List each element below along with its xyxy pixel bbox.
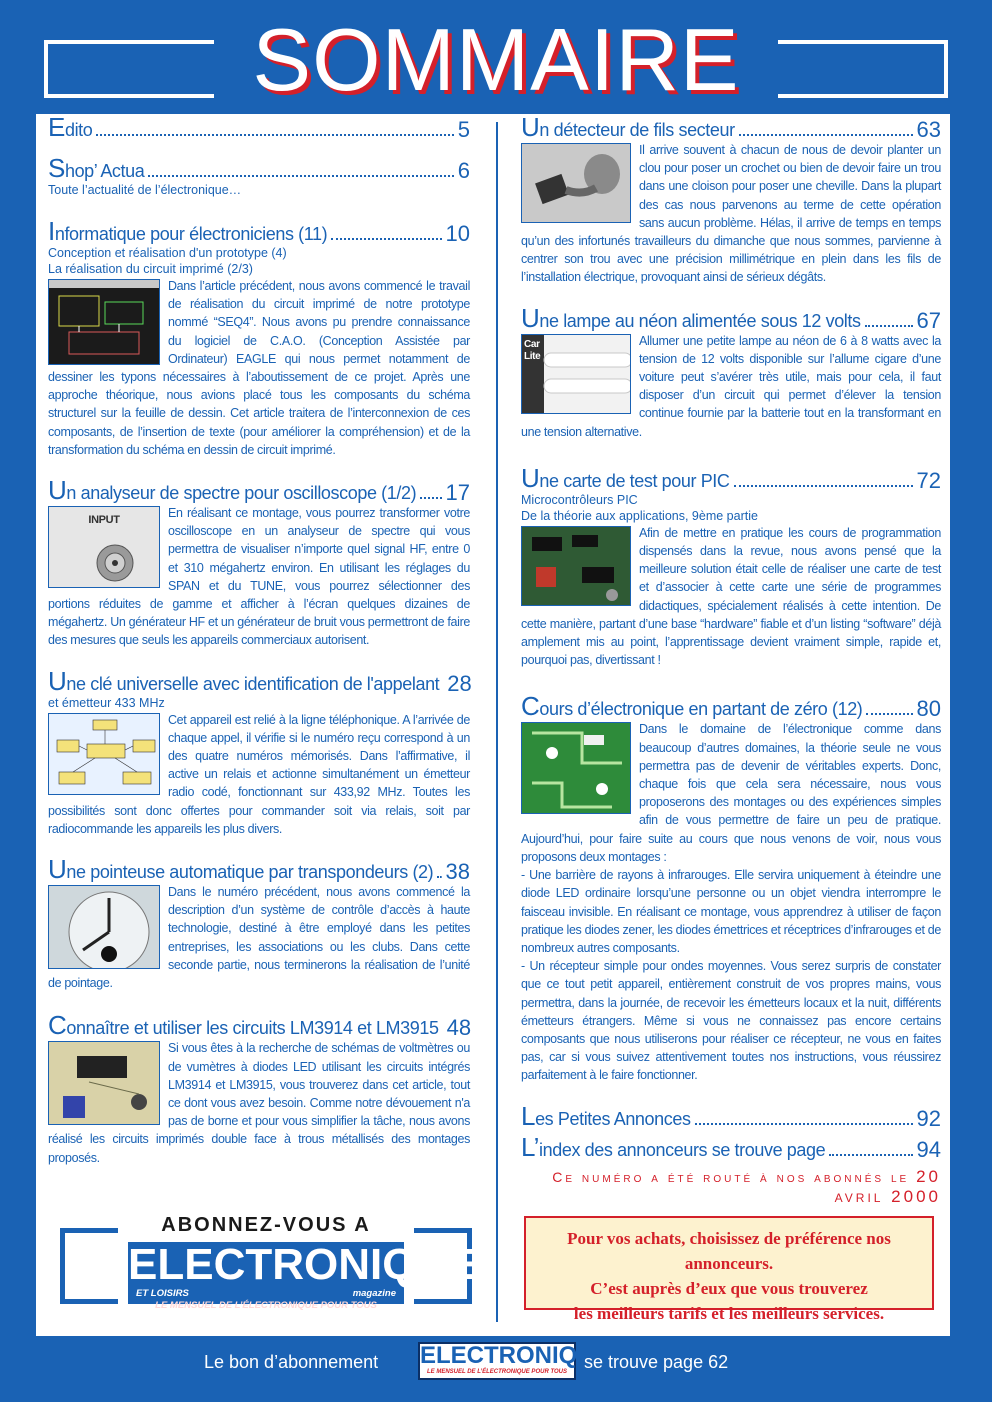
car-lite-thumb [521, 334, 631, 414]
thumb-label: INPUT [88, 514, 120, 527]
entry-title: Une pointeuse automatique par transpondeurs (2) [48, 854, 434, 885]
pcb-traces-icon [522, 723, 631, 814]
entry-body: Dans le numéro précédent, nous avons commencé la description d’un système de contrôle d’accès à haute technologie, destiné à être employé dans les petites entreprises, les associations ou les clubs. Dans cette seconde partie, nous terminerons la réalisation de l’unité de pointage. [48, 885, 470, 991]
entry-page: 63 [916, 117, 941, 142]
header [0, 0, 992, 110]
leader-dots [739, 133, 913, 136]
entry-page: 67 [916, 307, 941, 333]
column-divider [496, 122, 498, 1322]
leader-dots [829, 1153, 912, 1156]
routing-note: Ce numéro a été routé à nos abonnés le 20 avril 2000 [552, 1166, 941, 1206]
entry-page: 48 [446, 1015, 472, 1041]
leader-dots [96, 133, 453, 136]
entry-title: Informatique pour électroniciens (11) [48, 216, 328, 246]
bnc-input-thumb [48, 506, 160, 588]
subscribe-bracket-left [60, 1228, 118, 1304]
bnc-connector-icon [49, 529, 160, 588]
toc-entry-pointeuse[interactable] [48, 854, 470, 992]
toc-entry-cours[interactable] [521, 691, 941, 1084]
entry-body: Si vous êtes à la recherche de schémas de voltmètres ou de vumètres à diodes LED utilisant les circuits intégrés LM3914 et LM3915, vous trouverez dans cet article, tout ce dont vous avez besoin. Comme notre dévouement n'a pas de borne et pour vous simplifier la tâche, nous avons réalisé les circuits imprimés double face à trous métallisés des montages proposés. [48, 1041, 470, 1165]
pic-board-thumb [521, 526, 631, 606]
entry-title: Une clé universelle avec identification de l'appelant [48, 665, 440, 696]
entry-body: Dans l’article précédent, nous avons commencé le travail de réalisation du circuit imprimé de notre prototype nommé “SEQ4”. Nous avons pu prendre connaissance du logiciel de C.A.O. (Conception Assistée par Ordinateur) EAGLE qui nous permet notamment de dessiner les typons nécessaires à l’aboutissement de ce projet. Après une approche théorique, nous avions placé tous les composants du schéma structurel sur la feuille de dessin. Cet article traitera de l’interconnexion de ces composants, de l’insertion de texte (pour améliorer la compréhension) et de la transformation du schéma en dessin de circuit imprimé. [48, 279, 470, 457]
leader-dots [734, 484, 913, 487]
entry-subtitle: et émetteur 433 MHz [48, 695, 165, 710]
thumb-label: Car Lite [524, 338, 541, 362]
entry-page: 10 [445, 221, 470, 246]
entry-page: 38 [445, 859, 470, 885]
toc-entry-index-annonceurs[interactable] [521, 1131, 941, 1162]
clock-thumb [48, 885, 160, 969]
page-title: SOMMAIRE [252, 10, 740, 109]
pcb-layout-icon [49, 280, 160, 365]
leader-dots [331, 237, 441, 240]
entry-subtitle: La réalisation du circuit imprimé (2/3) [48, 262, 253, 276]
toc-entry-analyseur[interactable] [48, 475, 470, 650]
entry-body: Afin de mettre en pratique les cours de programmation dispensés dans la revue, nous avons pensé que la meilleure solution était celle de réaliser une carte de test et d’associer à cette carte une série de programmes didactiques, spécialement réalisés à cette intention. De cette manière, partant d’une base “hardware” fiable et d’un listing “software” déjà amplement mis au point, l’apprentissage devient vraiment simple, rapide et, pourquoi pas, divertissant ! [521, 525, 941, 668]
person-with-detector-icon [522, 144, 631, 223]
entry-body-extra: - Une barrière de rayons à infrarouges. Elle servira uniquement à éteindre une diode LED ordinaire lorsqu’une personne ou un objet viendra interrompre le faisceau invisible. En réalisant ce montage, vous apprendrez à utiliser de façon pratique les diodes zener, les diodes émettrices et réceptrices d’infrarouges et de nombreux autres composants. [521, 868, 941, 955]
right-column [521, 112, 941, 1207]
entry-title: Cours d’électronique en partant de zéro (12) [521, 691, 863, 722]
entry-body: Il arrive souvent à chacun de nous de devoir planter un clou pour poser un crochet ou bien de devoir faire un trou dans une cloison pour poser une cheville. Dans la plupart des cas nous parvenons au terme de cette opération sans aucun problème. Hélas, il arrive de temps en temps qu’un des infortunés travailleurs du dimanche que nous sommes, parvienne à centrer son trou avec une précision millimétrique en plein dans les fils de l’installation électrique, provoquant ainsi de sérieux dégâts. [521, 143, 941, 285]
wall-detector-thumb [521, 143, 631, 223]
toc-entry-edito[interactable] [48, 112, 470, 142]
entry-body: Cet appareil est relié à la ligne téléphonique. A l’arrivée de chaque appel, il vérifie si le numéro reçu correspond à un des quatre numéros mémorisés. Dans l’affirmative, il active un relais et actionne simultanément un émetteur radio codé, fonctionnant sur 433,92 MHz. Toutes les possibilités sont donc offertes pour commander soit via relais, soit par radiocommande les appareils les plus divers. [48, 712, 470, 836]
entry-page: 72 [916, 467, 941, 493]
lm3914-board-thumb [48, 1041, 160, 1125]
circuit-board-icon [522, 527, 631, 606]
leader-dots [148, 174, 453, 177]
leader-dots [437, 875, 441, 878]
entry-body: Car Lite Allumer une petite lampe au néon de 6 à 8 watts avec la tension de 12 volts disponible sur l’allume cigare d’une voiture peut s’avérer très utile, mais pour cela, il faut disposer d’un circuit qui permet d’élever la tension continue fournie par la batterie tout en la transformant en une tension alternative. [521, 333, 941, 439]
footer-text-before: Le bon d’abonnement [204, 1352, 379, 1372]
magazine-logo: ELECTRONIQUE ET LOISIRS magazine LE MENSUEL DE L’ÉLECTRONIQUE POUR TOUS [128, 1240, 478, 1311]
entry-body: INPUT En réalisant ce montage, vous pourrez transformer votre oscilloscope en un analyseur de spectre qui vous permettra de visualiser n’importe quel signal HF, entre 0 et 310 mégahertz environ. En utilisant les réglages du SPAN et du TUNE, vous pourrez sélectionner des portions réduites de gamme et afficher à l’écran quelques dizaines de mégahertz. Un générateur HF et un générateur de bruit vous permettront de faire des mesures que seuls les appareils commerciaux autorisent. [48, 506, 470, 648]
green-pcb-thumb [521, 722, 631, 814]
leader-dots [420, 496, 441, 499]
entry-page: 94 [916, 1136, 941, 1162]
entry-page: 28 [447, 670, 472, 696]
toc-entry-detecteur[interactable] [521, 112, 941, 287]
toc-entry-lampe-neon[interactable] [521, 302, 941, 441]
block-diagram-icon [49, 714, 160, 795]
entry-title: Un détecteur de fils secteur [521, 112, 735, 142]
subscribe-banner[interactable] [60, 1214, 478, 1314]
entry-page: 6 [457, 158, 470, 183]
entry-title: Connaître et utiliser les circuits LM3914 et LM3915 [48, 1010, 439, 1041]
entry-subtitle: Toute l’actualité de l’électronique… [48, 183, 242, 197]
entry-title: Un analyseur de spectre pour oscilloscope (1/2) [48, 475, 417, 506]
block-diagram-thumb [48, 713, 160, 795]
entry-title: Shop’ Actua [48, 153, 145, 183]
entry-page: 17 [445, 480, 470, 506]
footer-text-after: se trouve page 62 [584, 1352, 729, 1372]
entry-body-extra: - Un récepteur simple pour ondes moyennes. Vous serez surpris de constater que ce tout petit appareil, entièrement construit de vos propres mains, vous permettra, dans la journée, de recevoir les émetteurs locaux et la nuit, différents émetteurs étrangers. Même si vous ne connaissez pas encore certains composants que nous utiliserons pour réaliser ce récepteur, ne vous en faites pas, car si vous suivez attentivement toutes nos instructions, vous réussirez parfaitement à le faire fonctionner. [521, 959, 941, 1083]
toc-entry-shop-actua[interactable] [48, 153, 470, 198]
leader-dots [865, 324, 913, 327]
entry-subtitle: De la théorie aux applications, 9ème partie [521, 508, 758, 523]
subscribe-heading: ABONNEZ-VOUS A [161, 1214, 371, 1236]
entry-subtitle: Microcontrôleurs PIC [521, 492, 638, 507]
advertisers-notice: Pour vos achats, choisissez de préférence nos annonceurs. C’est auprès d’eux que vous trouverez les meilleurs tarifs et les meilleurs services. [524, 1216, 934, 1310]
entry-page: 5 [457, 117, 470, 142]
entry-title: Une lampe au néon alimentée sous 12 volts [521, 302, 861, 333]
entry-subtitle: Conception et réalisation d'un prototype (4) [48, 246, 287, 260]
toc-entry-carte-pic[interactable] [521, 462, 941, 670]
toc-entry-petites-annonces[interactable] [521, 1100, 941, 1131]
toc-entry-lm3914[interactable] [48, 1010, 472, 1166]
entry-title: Les Petites Annonces [521, 1100, 691, 1131]
footer [0, 1340, 992, 1380]
leader-dots [695, 1122, 913, 1125]
entry-title: L’index des annonceurs se trouve page [521, 1131, 826, 1162]
eagle-screenshot-thumb [48, 279, 160, 365]
toc-entry-cle-universelle[interactable] [48, 665, 472, 838]
footer-logo: ELECTRONIQUE LE MENSUEL DE L’ÉLECTRONIQUE POUR TOUS [418, 1342, 576, 1380]
toc-entry-informatique[interactable] [48, 216, 470, 459]
leader-dots [866, 712, 912, 715]
entry-page: 92 [916, 1105, 941, 1131]
ic-chip-icon [49, 1042, 160, 1125]
entry-title: Edito [48, 112, 93, 142]
entry-body: Dans le domaine de l’électronique comme dans beaucoup d’autres domaines, la théorie seule ne vous permettra pas de devenir de véritables experts. Donc, chaque fois que cela sera nécessaire, nous vous proposerons des montages ou des expériences simples afin de vous permettre de faire un peu de pratique. Aujourd’hui, pour faire suite au cours que nous venons de voir, nous vous proposons deux montages : - Une barrière de rayons à infrarouges. Elle servira uniquement à éteindre une diode LED ordinaire lorsqu’une personne ou un objet viendra interrompre le faisceau invisible. En réalisant ce montage, vous apprendrez à utiliser de façon pratique les diodes zener, les diodes émettrices et réceptrices d’infrarouges et de nombreux autres composants. - Un récepteur simple pour ondes moyennes. Vous serez surpris de constater que ce tout petit appareil, entièrement construit de vos propres mains, vous permettra, dans la journée, de recevoir les émetteurs locaux et la nuit, différents émetteurs étrangers. Même si vous ne connaissez pas encore certains composants que nous utiliserons pour réaliser ce récepteur, ne vous en faites pas, car si vous suivez attentivement toutes nos instructions, vous réussirez parfaitement à le faire fonctionner. [521, 720, 941, 1084]
entry-title: Une carte de test pour PIC [521, 462, 730, 493]
left-column [48, 112, 472, 1181]
entry-page: 80 [916, 696, 941, 722]
clock-icon [49, 886, 160, 969]
